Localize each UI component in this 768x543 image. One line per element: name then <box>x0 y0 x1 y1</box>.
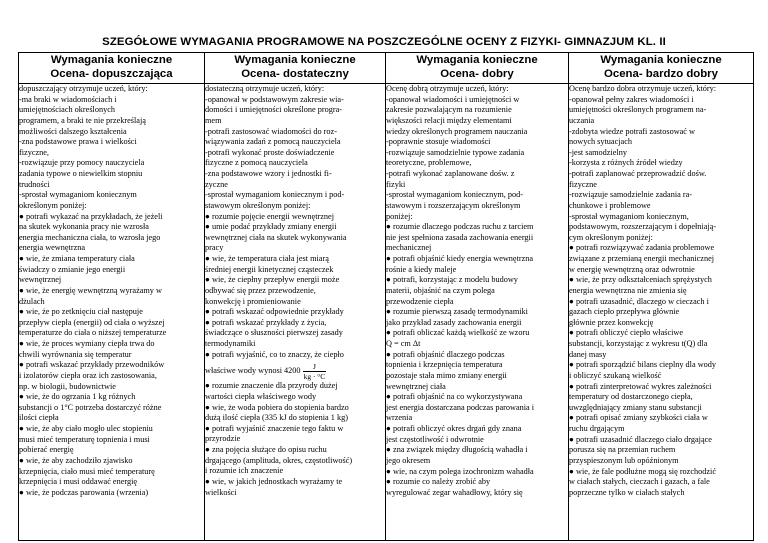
text-line: ● potrafi obliczyć okres drgań gdy znana <box>386 424 522 433</box>
text-line: głównie przez konwekcję <box>569 317 654 327</box>
text-line: wrzenia <box>386 413 413 423</box>
text-line: -poprawnie stosuje wiadomości <box>386 137 491 147</box>
text-line: -sprostał wymaganiom koniecznym i pod- <box>205 190 345 200</box>
text-line: jego okresem <box>386 455 431 465</box>
text-line: wewnętrznej ciała na skutek wykonywania <box>205 232 347 242</box>
heading-line: Ocena- dostateczny <box>241 68 349 80</box>
text-line: ● umie podać przykłady zmiany energii <box>205 222 337 232</box>
text-line: ● potrafi wyjaśnić, co to znaczy, że ciepło <box>205 349 344 359</box>
text-line: ● potrafi sporządzić bilans cieplny dla wody <box>569 360 717 370</box>
text-line: musi mieć temperaturę topnienia i musi <box>19 434 150 444</box>
text-line: zakresie pozwalającym na rozumienie <box>386 105 512 115</box>
text-line: -opanował wiadomości i umiejętności w <box>386 94 520 104</box>
text-line: dużą ilość ciepła (335 kJ do stopienia 1 kg) <box>205 413 348 423</box>
text-line: -potrafi wykonać proste doświadczenie <box>205 147 335 157</box>
text-line: ● wie, że energię wewnętrzną wyrażamy w <box>19 285 162 295</box>
text-line: ● zna związek między długością wahadła i <box>386 445 528 455</box>
text-line: teoretyczne, problemowe, <box>386 158 472 168</box>
text-line: ● potrafi wskazać odpowiednie przykłady <box>205 307 344 317</box>
text-line: ● potrafi opisać zmiany szybkości ciała w <box>569 413 708 423</box>
text-line: ● potrafi wykazać na przykładach, że jeżeli <box>19 211 163 221</box>
heading-line: Ocena- bardzo dobry <box>604 68 718 80</box>
text-line: ● wie, że aby ciało mogło ulec stopieniu <box>19 424 153 433</box>
text-line: nie jest spełniona zasada zachowania energii <box>386 232 534 242</box>
text-line: świadczące o słuszności pierwszej zasady <box>205 328 343 338</box>
text-line: i rozumie ich znaczenie <box>205 466 284 476</box>
text-line: ● wie, że ciepłny przepływ energii może <box>205 275 340 285</box>
text-line: ● potrafi zinterpretować wykres zależności <box>569 381 712 391</box>
text-line: ● wie, że aby zachodziło zjawisko <box>19 455 133 465</box>
text-line: umiejętności określonych programem na- <box>569 105 707 115</box>
text-line: krzepnięcia i musi oddawać energię <box>19 477 138 487</box>
formula-line <box>205 360 385 381</box>
text-line: ● rozumie dlaczego podczas ruchu z tarciem <box>386 222 534 232</box>
text-line: -jest samodzielny <box>569 147 627 157</box>
text-line: -rozwiązuje samodzielnie typowe zadania <box>386 147 525 157</box>
text-line: ● wie, że przy odkształceniach sprężystych <box>569 275 712 285</box>
text-line: -opanował w podstawowym zakresie wia- <box>205 94 344 104</box>
text-line: ilości ciepła <box>19 413 59 423</box>
text-line: zyczne <box>205 179 228 189</box>
document-title: SZEGÓŁOWE WYMAGANIA PROGRAMOWE NA POSZCZEGÓLNE OCENY Z FIZYKI- GIMNAZJUM KL. II <box>102 36 666 48</box>
text-line: i obliczyć szukaną wielkość <box>569 370 662 380</box>
text-line: substancji, korzystając z wykresu t(Q) dla <box>569 339 708 348</box>
text-line: fizyki <box>386 179 406 189</box>
text-line: np. w biologii, budownictwie <box>19 381 116 391</box>
text-line: energia mechaniczna ciała, to wzrosła jego <box>19 232 161 242</box>
text-line: chunkowe i problemowe <box>569 200 651 210</box>
text-line: wewnętrznej ciała <box>386 381 446 391</box>
text-line: na skutek wykonania pracy nie wzrosła <box>19 222 149 232</box>
text-line: substancji o 1°C potrzeba dostarczyć różne <box>19 402 162 412</box>
text-line: ● wie, że proces wymiany ciepła trwa do <box>19 339 155 348</box>
text-line: -opanował pełny zakres wiadomości i <box>569 94 694 104</box>
text-line: -potrafi zastosować wiadomości do roz- <box>205 126 337 136</box>
text-line: ● potrafi wskazać przykłady z życia, <box>205 317 327 327</box>
text-line: drgającego (amplituda, okres, częstotliwość) <box>205 455 353 465</box>
text-line: świadczy o zmianie jego energii <box>19 264 126 274</box>
text-line: ● potrafi uzasadnić, dlaczego w cieczach i <box>569 296 709 306</box>
text-line: przepływ ciepła (energii) od ciała o wyższej <box>19 317 165 327</box>
text-line: przyrodzie <box>205 434 241 444</box>
text-line: ● wie, że zmiana temperatury ciała <box>19 254 135 263</box>
text-line: nowych sytuacjach <box>569 137 632 147</box>
unit-fraction <box>303 362 327 381</box>
text-line: fizyczne, <box>19 147 49 157</box>
text-line: ● rozumie znaczenie dla przyrody dużej <box>205 381 338 391</box>
text-line: ● wie, że podczas parowania (wrzenia) <box>19 487 149 497</box>
requirements-table <box>18 52 754 541</box>
heading-line: Wymagania konieczne <box>600 54 722 66</box>
text-line: przyspieszonym lub opóźnionym <box>569 455 679 465</box>
text-line: ● rozumie pojęcie energii wewnętrznej <box>205 211 334 221</box>
column-body-dobry <box>386 84 569 541</box>
text-line: średniej energii kinetycznej cząsteczek <box>205 264 334 274</box>
text-line: możliwości dalszego kształcenia <box>19 126 127 136</box>
text-line: programem, a braki te nie przekreślają <box>19 115 146 125</box>
text-line: ruchu drgającym <box>569 424 625 433</box>
heading-line: Wymagania konieczne <box>416 54 538 66</box>
text-line: ● wie, na czym polega izochronizm wahadła <box>386 466 534 476</box>
text-line: konwekcję i promieniowanie <box>205 296 301 306</box>
text-line: fizyczne z pomocą nauczyciela <box>205 158 308 168</box>
fraction-denominator: kg · °C <box>303 371 326 381</box>
text-line: jest częstotliwość i odwrotnie <box>386 434 484 444</box>
column-heading-dobry <box>386 53 569 84</box>
column-heading-dopuszczajaca <box>19 53 205 84</box>
text-line: porusza się na przemian ruchem <box>569 445 676 455</box>
text-line: ● potrafi wyjaśnić znaczenie tego faktu w <box>205 423 344 433</box>
text-line: wiązywania zadań z pomocą nauczyciela <box>205 137 341 147</box>
text-line: w energię wewnętrzną oraz odwrotnie <box>569 264 695 274</box>
text-line: -zna podstawowe prawa i wielkości <box>19 137 137 147</box>
text-line: gazach ciepło przepływa głównie <box>569 307 680 317</box>
fraction-numerator: J <box>303 362 327 372</box>
text-line: domości i umiejętności określone progra- <box>205 105 343 115</box>
text-line: i izolatorów ciepła oraz ich zastosowania, <box>19 370 157 380</box>
text-line: ● potrafi, korzystając z modelu budowy <box>386 275 518 285</box>
text-line: temperaturze do ciała o niższej temperaturze <box>19 328 167 338</box>
heading-line: Ocena- dopuszczająca <box>50 68 173 80</box>
text-line: Ocenę bardzo dobra otrzymuje uczeń, który: <box>569 84 717 93</box>
text-line: wyregulować zegar wahadłowy, który się <box>386 487 523 497</box>
text-line: ● potrafi objaśnić kiedy energia wewnętrzna <box>386 254 534 263</box>
heading-line: Wymagania konieczne <box>234 54 356 66</box>
text-line: -zna podstawowe wzory i jednostki fi- <box>205 169 332 178</box>
text-line: -zdobyta wiedze potrafi zastosować w <box>569 126 695 136</box>
text-line: dostateczną otrzymuje uczeń, który: <box>205 84 325 93</box>
text-line: energia wewnętrzna nie zmienia się <box>569 285 687 295</box>
text-line: poniżej: <box>386 211 413 221</box>
text-line: podstawowym, rozszerzającym i dopełniają- <box>569 222 717 232</box>
text-line: -ma braki w wiadomościach i <box>19 94 117 104</box>
column-body-dopuszczajaca <box>19 84 205 541</box>
text-line: temperatury od dostarczonego ciepła, <box>569 392 693 402</box>
text-line: -sprostał wymaganiom koniecznym <box>19 190 137 200</box>
heading-line: Wymagania konieczne <box>50 54 173 66</box>
heading-line: Ocena- dobry <box>440 68 514 80</box>
text-line: jest energia dostarczana podczas parowania i <box>386 402 535 412</box>
text-line: dżulach <box>19 296 45 306</box>
text-line: ● wie, że po zetknięciu ciał następuje <box>19 307 143 317</box>
text-line: związane z przemianą energii mechanicznej <box>569 254 715 263</box>
text-line: pobierać energię <box>19 445 74 455</box>
text-line: pracy <box>205 243 224 253</box>
text-line: ● wie, że fale podłużne mogą się rozchodzić <box>569 466 717 476</box>
text-line: -korzysta z różnych źródeł wiedzy <box>569 158 683 168</box>
text-line: ● potrafi wskazać przykłady przewodników <box>19 360 165 370</box>
text-line: trudności <box>19 179 50 189</box>
text-line: ● potrafi uzasadnić dlaczego ciało drgające <box>569 434 712 444</box>
text-line: materii, objaśnić na czym polega <box>386 285 495 295</box>
text-line: umiejętnościach określonych <box>19 105 115 115</box>
text-line: mem <box>205 115 222 125</box>
text-line: wiedzy określonych programem nauczania <box>386 126 528 136</box>
text-line: zadania typowe o niewielkim stopniu <box>19 169 143 178</box>
text-line: chwili wyrównania się temperatur <box>19 349 132 359</box>
text-line: ● wie, że woda pobiera do stopienia bardzo <box>205 402 349 412</box>
text-line: poprzeczne tylko w ciałach stałych <box>569 487 685 497</box>
text-line: ● rozumie co należy zrobić aby <box>386 477 491 487</box>
text-line: Ocenę dobrą otrzymuje uczeń, który: <box>386 84 509 93</box>
text-line: rośnie a kiedy maleje <box>386 264 457 274</box>
text-line: stawowym określonym poniżej: <box>205 200 311 210</box>
text-line: mechanicznej <box>386 243 432 253</box>
text-line: ● wie, że do ogrzania 1 kg różnych <box>19 392 136 402</box>
text-line: -sprostał wymaganiom koniecznym, <box>569 211 689 221</box>
text-line: stawowym i rozszerzającym określonym <box>386 200 521 210</box>
text-line: termodynamiki <box>205 339 256 348</box>
text-line: krzepnięcia, ciało musi mieć temperaturę <box>19 466 155 476</box>
text-line: określonym poniżej: <box>19 200 87 210</box>
text-line: w ciałach stałych, cieczach i gazach, a fale <box>569 477 710 487</box>
column-body-bardzo-dobry <box>569 84 754 541</box>
text-line: Q = cm Δt <box>386 339 421 348</box>
text-line: przewodzenie ciepła <box>386 296 454 306</box>
text-line: cym określonym poniżej: <box>569 232 653 242</box>
text-line: uczania <box>569 115 595 125</box>
text-line: pozostaje stała mimo zmiany energii <box>386 370 507 380</box>
text-line: dopuszczający otrzymuje uczeń, który: <box>19 84 148 93</box>
text-line: energia wewnętrzna <box>19 243 86 253</box>
text-line: ● potrafi rozwiązywać zadania problemowe <box>569 243 715 253</box>
text-line: wielkości <box>205 487 237 497</box>
text-line: fizyczne <box>569 179 597 189</box>
text-line: wewnętrznej <box>19 275 62 285</box>
text-line: ● wie, że temperatura ciała jest miarą <box>205 254 329 263</box>
text-line: odbywać się przez przewodzenie, <box>205 285 316 295</box>
column-heading-dostateczny <box>205 53 386 84</box>
text-line: -rozwiązuje samodzielnie zadania ra- <box>569 190 692 200</box>
text-line: danej masy <box>569 349 607 359</box>
text-line: -potrafi wykonać zaplanowane dośw. z <box>386 169 515 178</box>
column-heading-bardzo-dobry <box>569 53 754 84</box>
text-line: ● potrafi objaśnić dlaczego podczas <box>386 349 505 359</box>
text-line: -sprostał wymaganiom koniecznym, pod- <box>386 190 524 200</box>
text-line: ● potrafi objaśnić na co wykorzystywana <box>386 392 523 402</box>
text-line: topnienia i krzepnięcia temperatura <box>386 360 503 370</box>
text-line: ● potrafi obliczać każdą wielkość ze wzoru <box>386 328 530 338</box>
text-line: uwzględniający zmiany stanu substancji <box>569 402 702 412</box>
text-line: ● wie, w jakich jednostkach wyrażamy te <box>205 476 343 486</box>
text-line: ● zna pojęcia służące do opisu ruchu <box>205 445 327 454</box>
text-line: -potrafi zaplanować przeprowadzić dośw. <box>569 169 707 178</box>
text-line: większości relacji między elementami <box>386 115 512 125</box>
formula-text: właściwe wody wynosi 4200 <box>205 366 301 376</box>
text-line: ● rozumie pierwszą zasadę termodynamiki <box>386 307 528 317</box>
text-line: wartości ciepła właściwego wody <box>205 391 317 401</box>
text-line: ● potrafi obliczyć ciepło właściwe <box>569 328 684 338</box>
text-line: jako przykład zasady zachowania energii <box>386 317 522 327</box>
column-body-dostateczny <box>205 84 386 541</box>
text-line: -rozwiązuje przy pomocy nauczyciela <box>19 158 145 168</box>
